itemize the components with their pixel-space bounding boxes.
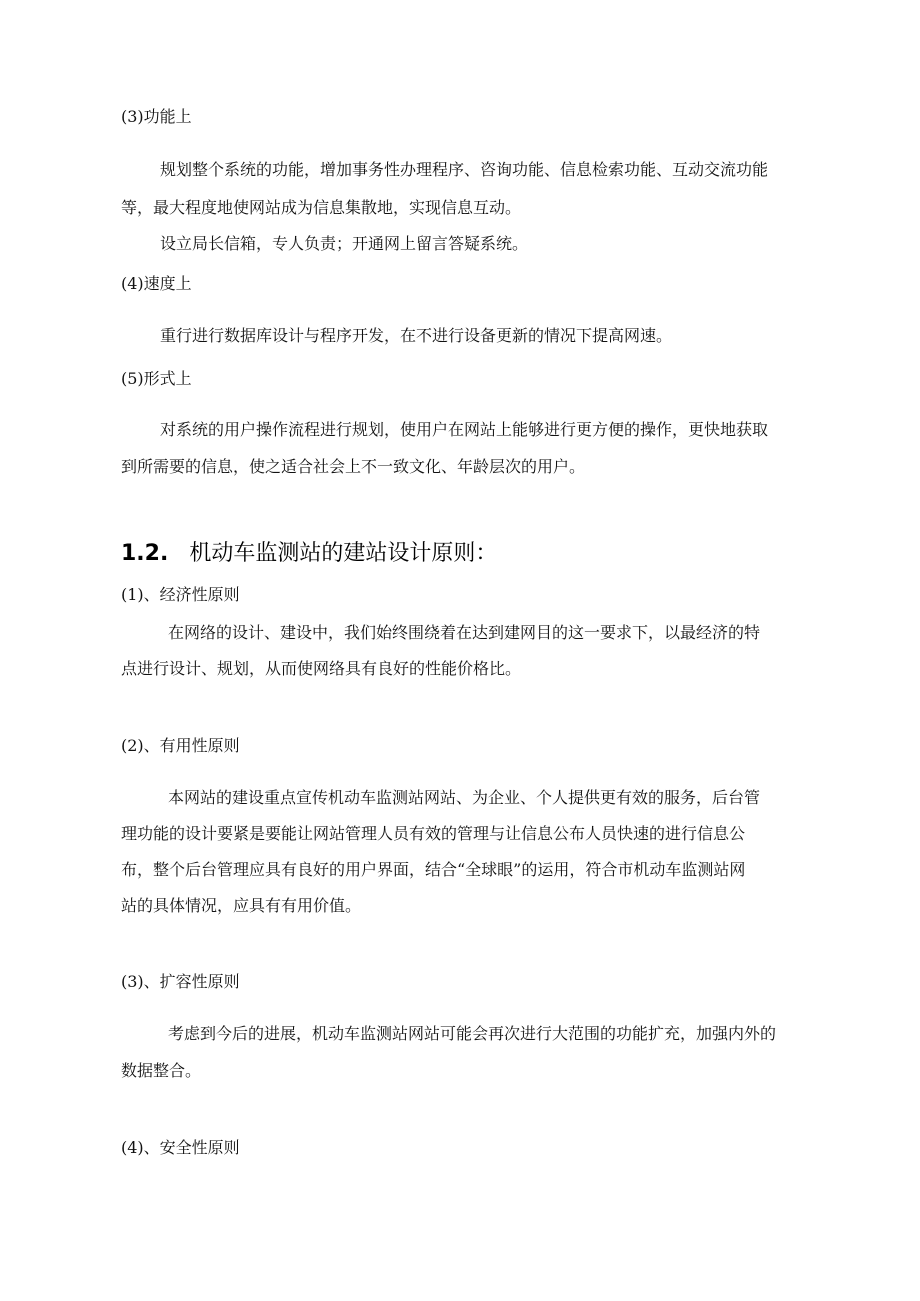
subheading-speed: (4)速度上	[121, 274, 192, 293]
principle-economy: (1)、经济性原则	[121, 585, 240, 604]
paragraph-usefulness-line-3: 布，整个后台管理应具有良好的用户界面，结合“全球眼”的运用，符合市机动车监测站网	[121, 860, 746, 879]
paragraph-function-line-1: 规划整个系统的功能，增加事务性办理程序、咨询功能、信息检索功能、互动交流功能	[160, 160, 769, 179]
subheading-form: (5)形式上	[121, 369, 192, 388]
paragraph-usefulness-line-1: 本网站的建设重点宣传机动车监测站网站、为企业、个人提供更有效的服务，后台管	[168, 788, 761, 807]
section-number: 1.2.	[121, 541, 169, 566]
section-title: 机动车监测站的建站设计原则：	[189, 541, 498, 566]
principle-usefulness: (2)、有用性原则	[121, 736, 240, 755]
principle-security: (4)、安全性原则	[121, 1138, 240, 1157]
paragraph-form-line-2: 到所需要的信息，使之适合社会上不一致文化、年龄层次的用户。	[121, 457, 586, 476]
paragraph-usefulness-line-4: 站的具体情况，应具有有用价值。	[121, 896, 362, 915]
principle-scalability: (3)、扩容性原则	[121, 972, 240, 991]
paragraph-mailbox: 设立局长信箱，专人负责；开通网上留言答疑系统。	[160, 234, 529, 253]
paragraph-function-line-2: 等，最大程度地使网站成为信息集散地，实现信息互动。	[121, 198, 522, 217]
paragraph-economy-line-2: 点进行设计、规划，从而使网络具有良好的性能价格比。	[121, 659, 522, 678]
paragraph-form-line-1: 对系统的用户操作流程进行规划，使用户在网站上能够进行更方便的操作，更快地获取	[160, 420, 769, 439]
paragraph-usefulness-line-2: 理功能的设计要紧是要能让网站管理人员有效的管理与让信息公布人员快速的进行信息公	[121, 824, 746, 843]
paragraph-scalability-line-1: 考虑到今后的进展，机动车监测站网站可能会再次进行大范围的功能扩充，加强内外的	[168, 1024, 777, 1043]
paragraph-speed: 重行进行数据库设计与程序开发，在不进行设备更新的情况下提高网速。	[160, 326, 673, 345]
paragraph-economy-line-1: 在网络的设计、建设中，我们始终围绕着在达到建网目的这一要求下，以最经济的特	[168, 623, 761, 642]
paragraph-scalability-line-2: 数据整合。	[121, 1061, 202, 1080]
section-heading	[121, 540, 497, 568]
subheading-function: (3)功能上	[121, 107, 192, 126]
